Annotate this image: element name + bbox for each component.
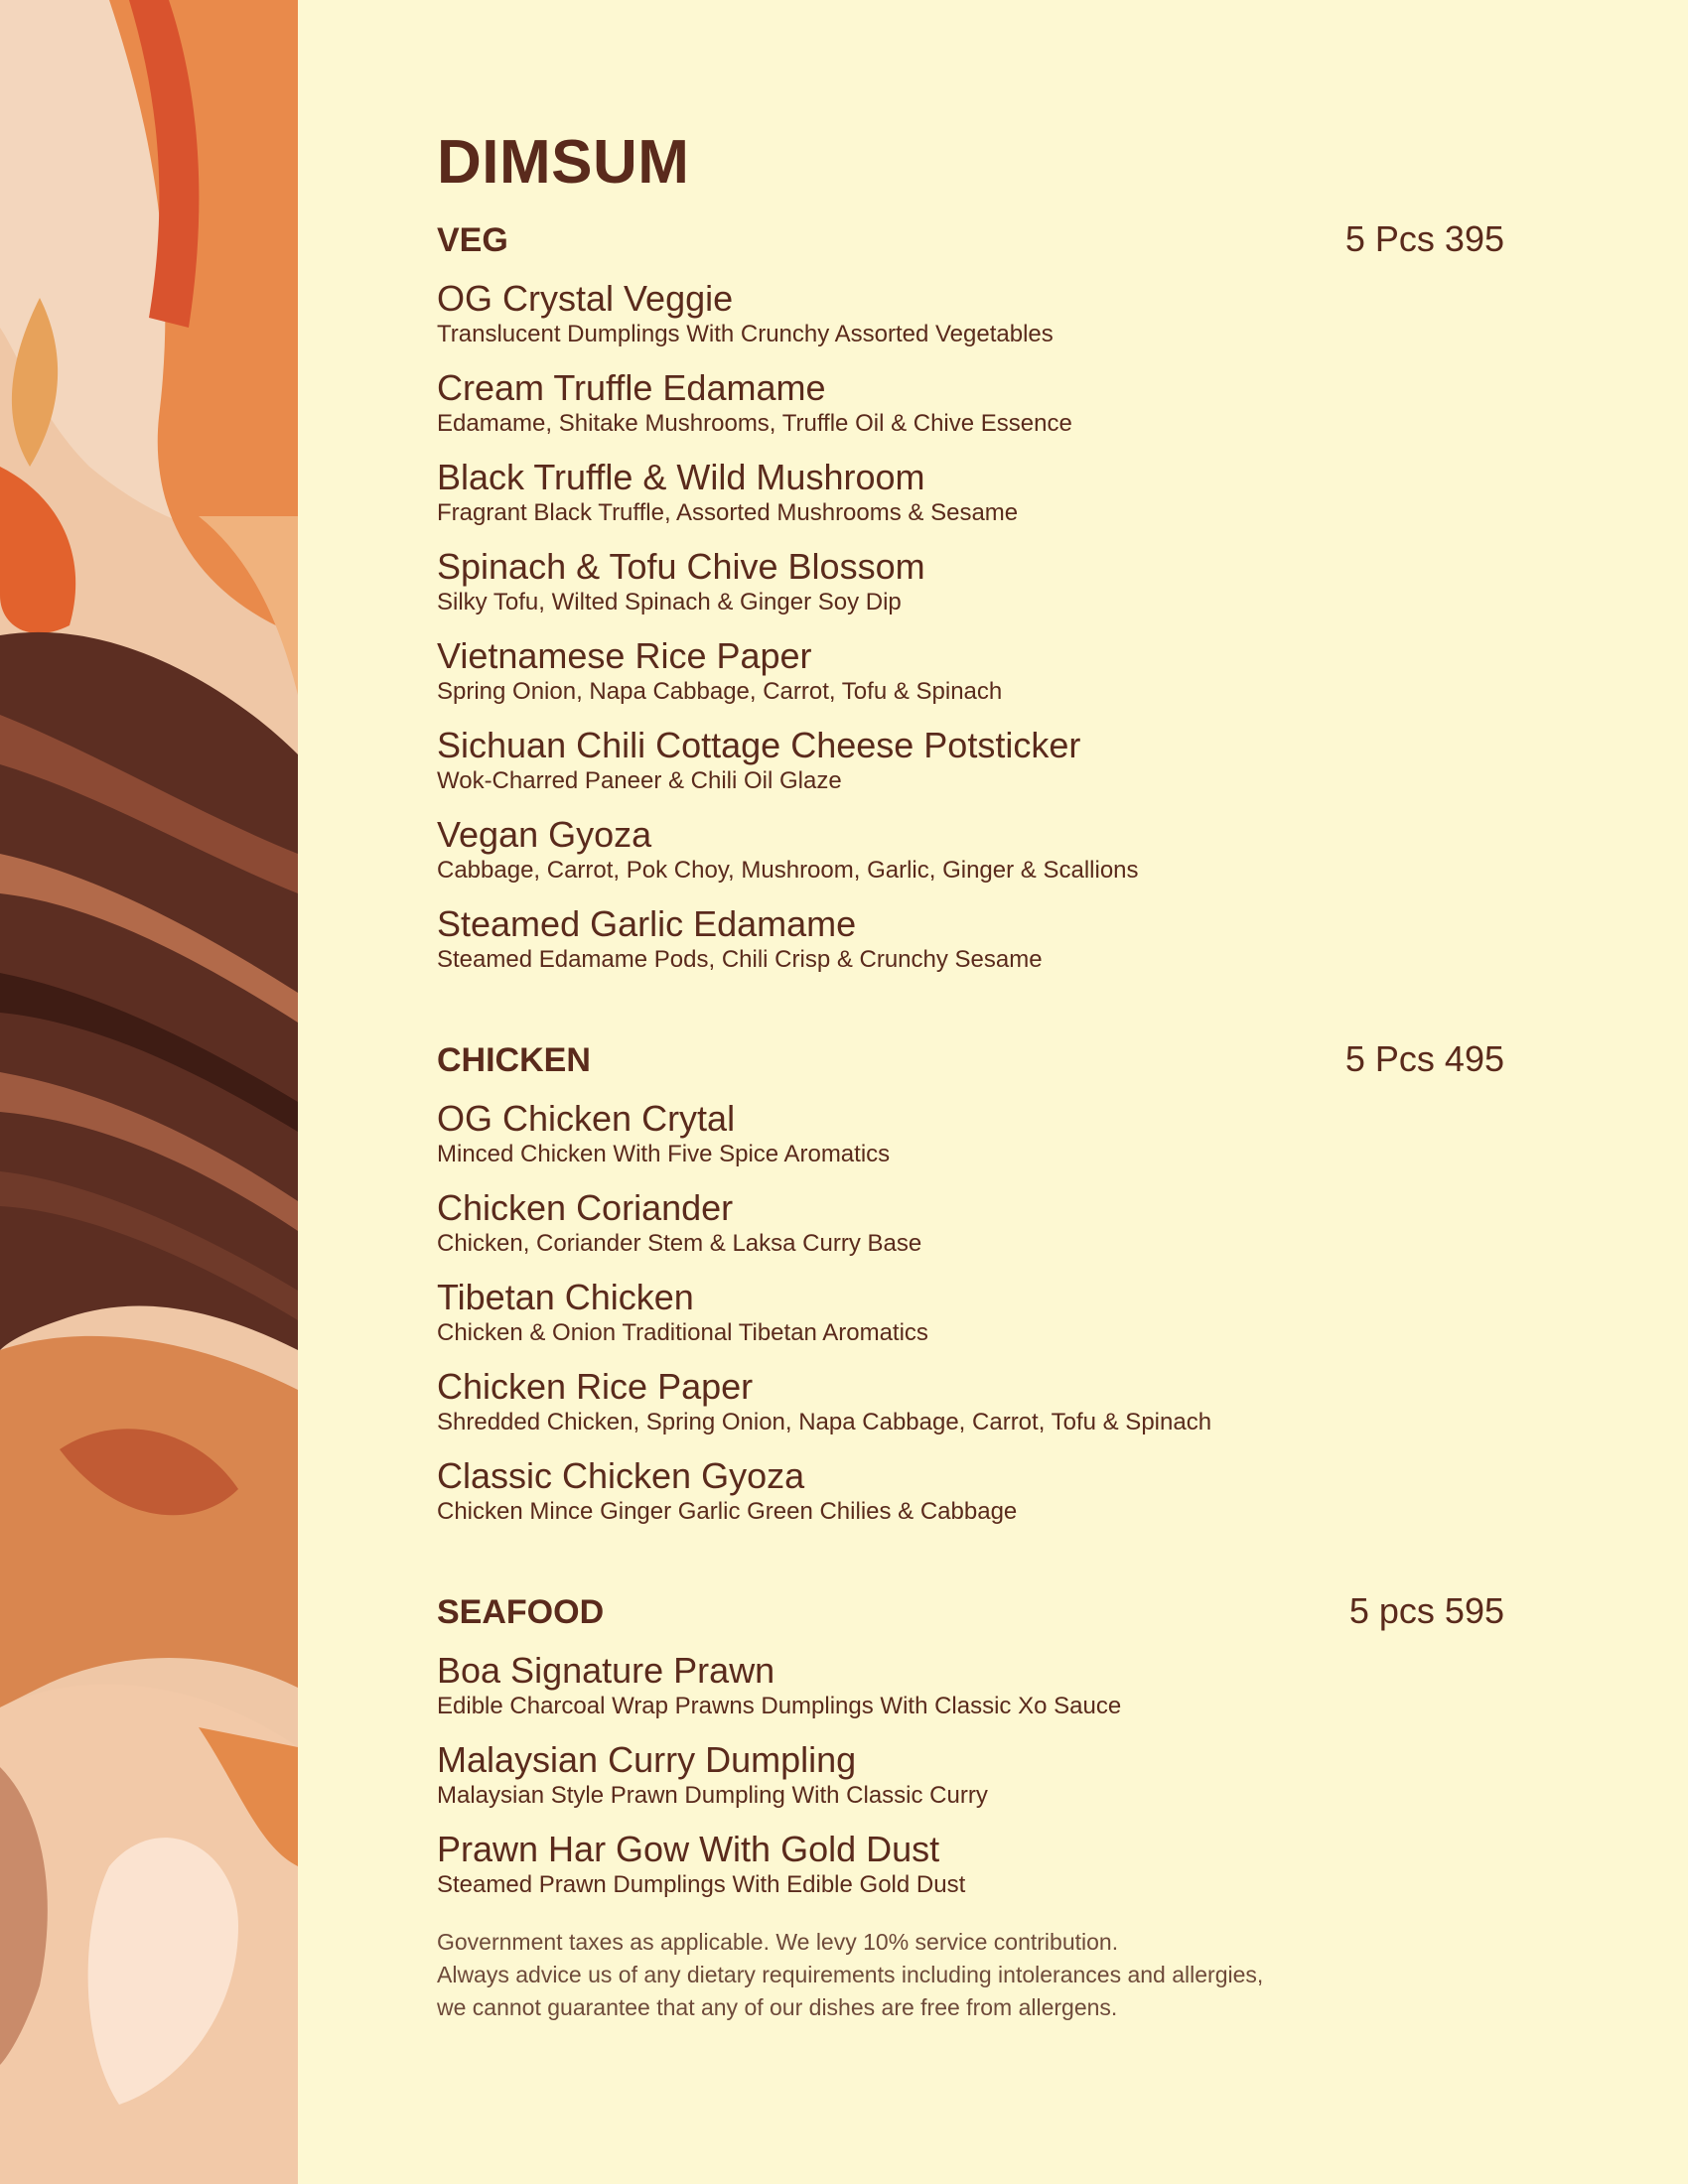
section-header xyxy=(437,218,1504,260)
section-name: VEG xyxy=(437,221,508,260)
section-chicken xyxy=(437,1038,1504,1527)
menu-item xyxy=(437,457,1504,528)
footnote-line: Always advice us of any dietary requirements including intolerances and allergies, xyxy=(437,1962,1264,1988)
item-description: Edible Charcoal Wrap Prawns Dumplings With Classic Xo Sauce xyxy=(437,1693,1122,1720)
section-price: 5 pcs 595 xyxy=(1348,1590,1504,1632)
footnote-line: we cannot guarantee that any of our dishes are free from allergens. xyxy=(437,1994,1118,2021)
item-name: OG Crystal Veggie xyxy=(437,278,734,320)
item-name: Steamed Garlic Edamame xyxy=(437,903,857,945)
item-name: Chicken Coriander xyxy=(437,1187,734,1229)
item-description: Chicken Mince Ginger Garlic Green Chilies & Cabbage xyxy=(437,1498,1018,1526)
item-description: Spring Onion, Napa Cabbage, Carrot, Tofu & Spinach xyxy=(437,678,1003,706)
menu-item xyxy=(437,1455,1504,1527)
item-name: Tibetan Chicken xyxy=(437,1277,694,1318)
menu-content xyxy=(437,129,1504,2024)
item-description: Edamame, Shitake Mushrooms, Truffle Oil & Chive Essence xyxy=(437,410,1072,438)
section-name: CHICKEN xyxy=(437,1041,591,1080)
item-description: Silky Tofu, Wilted Spinach & Ginger Soy Dip xyxy=(437,589,902,616)
menu-item xyxy=(437,546,1504,617)
item-description: Cabbage, Carrot, Pok Choy, Mushroom, Garlic, Ginger & Scallions xyxy=(437,857,1139,885)
item-description: Steamed Prawn Dumplings With Edible Gold Dust xyxy=(437,1871,966,1899)
item-name: Black Truffle & Wild Mushroom xyxy=(437,457,925,498)
section-name: SEAFOOD xyxy=(437,1593,605,1632)
item-name: Cream Truffle Edamame xyxy=(437,367,826,409)
menu-item xyxy=(437,1650,1504,1721)
item-name: Prawn Har Gow With Gold Dust xyxy=(437,1829,940,1870)
menu-item xyxy=(437,1187,1504,1259)
item-description: Shredded Chicken, Spring Onion, Napa Cabbage, Carrot, Tofu & Spinach xyxy=(437,1409,1212,1436)
menu-item xyxy=(437,1277,1504,1348)
footnote xyxy=(437,1926,1504,2024)
item-description: Translucent Dumplings With Crunchy Assorted Vegetables xyxy=(437,321,1054,348)
section-header xyxy=(437,1590,1504,1632)
menu-item xyxy=(437,278,1504,349)
item-name: Vietnamese Rice Paper xyxy=(437,635,812,677)
item-description: Steamed Edamame Pods, Chili Crisp & Crunchy Sesame xyxy=(437,946,1043,974)
item-name: Malaysian Curry Dumpling xyxy=(437,1739,857,1781)
item-description: Fragrant Black Truffle, Assorted Mushrooms & Sesame xyxy=(437,499,1019,527)
section-price: 5 Pcs 495 xyxy=(1344,1038,1504,1080)
section-seafood xyxy=(437,1590,1504,1900)
section-price: 5 Pcs 395 xyxy=(1344,218,1504,260)
item-name: Classic Chicken Gyoza xyxy=(437,1455,805,1497)
item-description: Chicken, Coriander Stem & Laksa Curry Base xyxy=(437,1230,922,1258)
menu-item xyxy=(437,1739,1504,1811)
menu-title: DIMSUM xyxy=(437,128,690,197)
footnote-line: Government taxes as applicable. We levy 10% service contribution. xyxy=(437,1929,1119,1956)
item-description: Wok-Charred Paneer & Chili Oil Glaze xyxy=(437,767,842,795)
item-name: Chicken Rice Paper xyxy=(437,1366,754,1408)
item-name: Vegan Gyoza xyxy=(437,814,652,856)
menu-item xyxy=(437,1098,1504,1169)
menu-item xyxy=(437,635,1504,707)
menu-item xyxy=(437,725,1504,796)
menu-item xyxy=(437,1829,1504,1900)
item-name: Spinach & Tofu Chive Blossom xyxy=(437,546,925,588)
section-veg xyxy=(437,218,1504,975)
item-description: Chicken & Onion Traditional Tibetan Aromatics xyxy=(437,1319,928,1347)
section-header xyxy=(437,1038,1504,1080)
item-name: Sichuan Chili Cottage Cheese Potsticker xyxy=(437,725,1081,766)
item-description: Minced Chicken With Five Spice Aromatics xyxy=(437,1141,891,1168)
item-description: Malaysian Style Prawn Dumpling With Classic Curry xyxy=(437,1782,988,1810)
menu-item xyxy=(437,814,1504,886)
item-name: Boa Signature Prawn xyxy=(437,1650,775,1692)
item-name: OG Chicken Crytal xyxy=(437,1098,736,1140)
decorative-illustration xyxy=(0,0,298,2184)
menu-item xyxy=(437,903,1504,975)
menu-item xyxy=(437,1366,1504,1437)
menu-item xyxy=(437,367,1504,439)
